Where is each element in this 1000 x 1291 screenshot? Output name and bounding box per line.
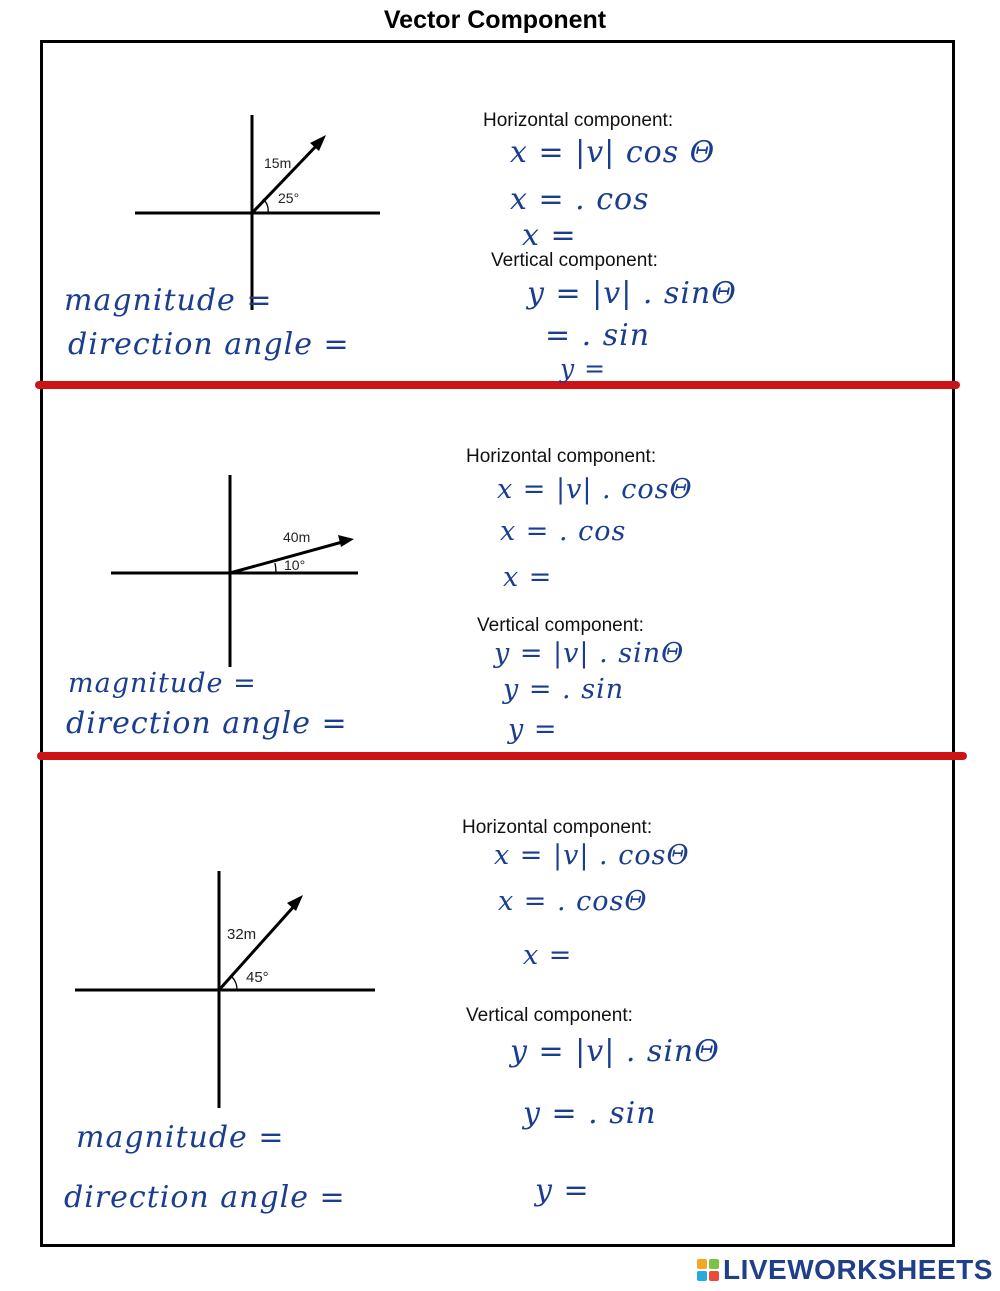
- direction-angle-label: direction angle =: [64, 1180, 346, 1215]
- vertical-result: y =: [508, 714, 558, 745]
- horizontal-substitution: x = . cos: [510, 182, 650, 217]
- vertical-result: y =: [560, 354, 607, 383]
- liveworksheets-logo: [697, 1254, 993, 1286]
- section-divider: [35, 381, 960, 389]
- vertical-formula: y = |v| . sinΘ: [510, 1034, 720, 1069]
- vertical-component-label: Vertical component:: [466, 1005, 633, 1026]
- worksheet-title: Vector Component: [383, 6, 607, 34]
- horizontal-substitution: x = . cos: [500, 516, 627, 547]
- direction-angle-label: direction angle =: [66, 706, 348, 741]
- vertical-substitution: y = . sin: [503, 674, 625, 705]
- horizontal-formula: x = |v| . cosΘ: [497, 474, 693, 505]
- horizontal-component-label: Horizontal component:: [483, 110, 674, 131]
- magnitude-label: magnitude =: [76, 1120, 285, 1155]
- logo-letter-i: [709, 1259, 719, 1269]
- horizontal-component-label: Horizontal component:: [466, 446, 657, 467]
- magnitude-label: magnitude =: [68, 668, 257, 699]
- horizontal-result: x =: [503, 562, 553, 593]
- vector-angle-label: 45°: [246, 969, 269, 986]
- horizontal-result: x =: [523, 940, 573, 971]
- magnitude-label: magnitude =: [64, 283, 273, 318]
- horizontal-formula: x = |v| . cosΘ: [494, 840, 690, 871]
- vertical-result: y =: [535, 1173, 590, 1208]
- vector-diagram-2: [108, 472, 368, 672]
- horizontal-substitution: x = . cosΘ: [498, 886, 648, 917]
- brand-name: LIVEWORKSHEETS: [723, 1254, 993, 1285]
- logo-letter-l: [697, 1259, 707, 1269]
- vertical-substitution: = . sin: [545, 318, 651, 353]
- horizontal-result: x =: [522, 218, 577, 253]
- direction-angle-label: direction angle =: [68, 327, 350, 362]
- vertical-formula: y = |v| . sinΘ: [527, 276, 737, 311]
- vector-magnitude-label: 40m: [283, 529, 311, 545]
- horizontal-component-label: Horizontal component:: [462, 817, 653, 838]
- section-divider: [37, 752, 967, 760]
- logo-mark-icon: [697, 1259, 719, 1281]
- logo-letter-e: [709, 1271, 719, 1281]
- horizontal-formula: x = |v| cos Θ: [510, 135, 716, 170]
- vertical-formula: y = |v| . sinΘ: [494, 638, 685, 669]
- vector-magnitude-label: 32m: [227, 926, 257, 943]
- vertical-substitution: y = . sin: [523, 1096, 657, 1131]
- vector-angle-label: 10°: [284, 557, 306, 573]
- vector-diagram-3: [72, 868, 382, 1113]
- vertical-component-label: Vertical component:: [477, 615, 644, 636]
- vertical-component-label: Vertical component:: [491, 250, 658, 271]
- vector-angle-label: 25°: [278, 190, 300, 206]
- logo-letter-v: [697, 1271, 707, 1281]
- vector-magnitude-label: 15m: [264, 155, 292, 171]
